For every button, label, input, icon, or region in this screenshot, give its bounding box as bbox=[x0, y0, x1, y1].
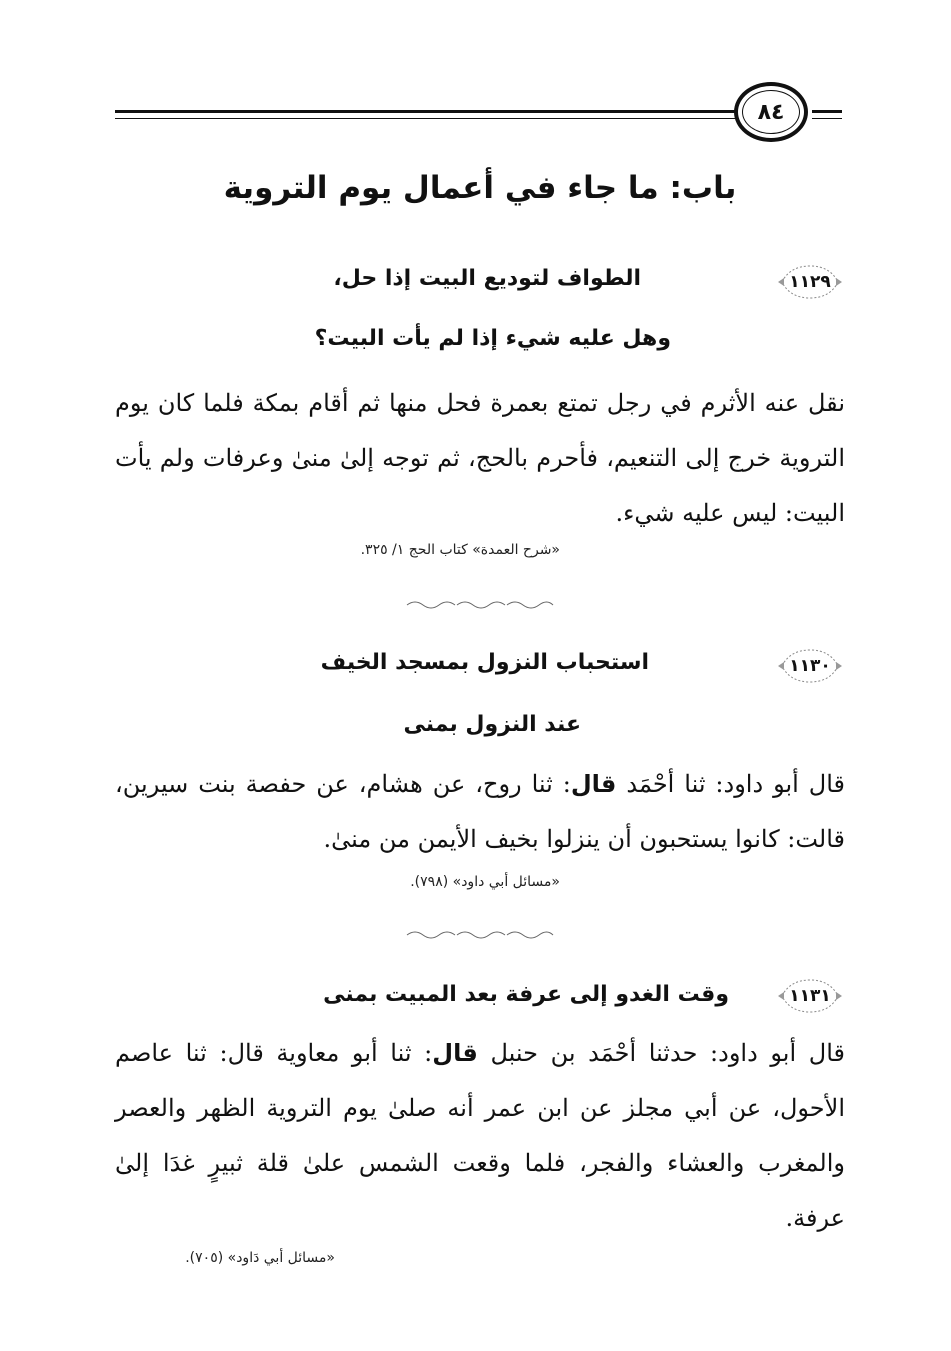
header-rule-right-thin bbox=[812, 118, 842, 119]
page-number-badge bbox=[734, 82, 808, 142]
entry-heading-line-2: وهل عليه شيء إذا لم يأت البيت؟ bbox=[314, 326, 671, 351]
entry-number-medallion bbox=[776, 262, 844, 302]
entry-body-bold: قال bbox=[432, 1039, 478, 1067]
entry-heading: وقت الغدو إلى عرفة بعد المبيت بمنى bbox=[323, 982, 729, 1007]
entry-source: «مسائل أبي دَاود» (٧٠٥). bbox=[185, 1250, 335, 1266]
entry-body-bold: قال bbox=[570, 770, 617, 798]
entry-number: ١١٢٩ bbox=[789, 272, 831, 292]
entry-body-prefix: قال أبو داود: ثنا أحْمَد bbox=[616, 770, 845, 798]
entry-heading: الطواف لتوديع البيت إذا حل، bbox=[333, 266, 641, 291]
entry-body bbox=[115, 1026, 845, 1246]
header-rule-thin bbox=[115, 118, 737, 119]
chapter-title: باب: ما جاء في أعمال يوم التروية bbox=[223, 170, 737, 206]
ornament-divider-icon bbox=[405, 928, 555, 942]
header-rule-thick bbox=[115, 110, 737, 113]
entry-body: نقل عنه الأثرم في رجل تمتع بعمرة فحل منها ثم أقام بمكة فلما كان يوم التروية خرج إلى التنعيم، فأحرم بالحج، ثم توجه إلىٰ منىٰ وعرفات ولم يأت البيت: ليس عليه شيء. bbox=[115, 389, 846, 527]
entry-source: «مسائل أبي داود» (٧٩٨). bbox=[410, 874, 560, 890]
entry-heading: استحباب النزول بمسجد الخيف bbox=[320, 650, 649, 675]
entry-number-medallion bbox=[776, 646, 844, 686]
ornament-divider-icon bbox=[405, 598, 555, 612]
entry-number-medallion bbox=[776, 976, 844, 1016]
entry-body-prefix: قال أبو داود: حدثنا أحْمَد بن حنبل bbox=[477, 1039, 845, 1067]
page-number: ٨٤ bbox=[757, 99, 785, 125]
entry-body bbox=[115, 757, 845, 867]
entry-body-rest: : ثنا روح، عن هشام، عن حفصة بنت سيرين، قالت: كانوا يستحبون أن ينزلوا بخيف الأيمن من منىٰ. bbox=[115, 770, 845, 853]
entry-number: ١١٣١ bbox=[789, 986, 831, 1006]
entry-heading-line-2: عند النزول بمنى bbox=[403, 712, 581, 737]
entry-source: «شرح العمدة» كتاب الحج ١/ ٣٢٥. bbox=[360, 542, 560, 558]
entry-body-rest: : ثنا أبو معاوية قال: ثنا عاصم الأحول، عن أبي مجلز عن ابن عمر أنه صلىٰ يوم التروية الظهر والعصر والمغرب والعشاء والفجر، فلما وقعت الشمس علىٰ قلة ثبيرٍ غدَا إلىٰ عرفة. bbox=[115, 1039, 845, 1232]
header-rule-right-thick bbox=[812, 110, 842, 113]
entry-number: ١١٣٠ bbox=[789, 656, 831, 676]
